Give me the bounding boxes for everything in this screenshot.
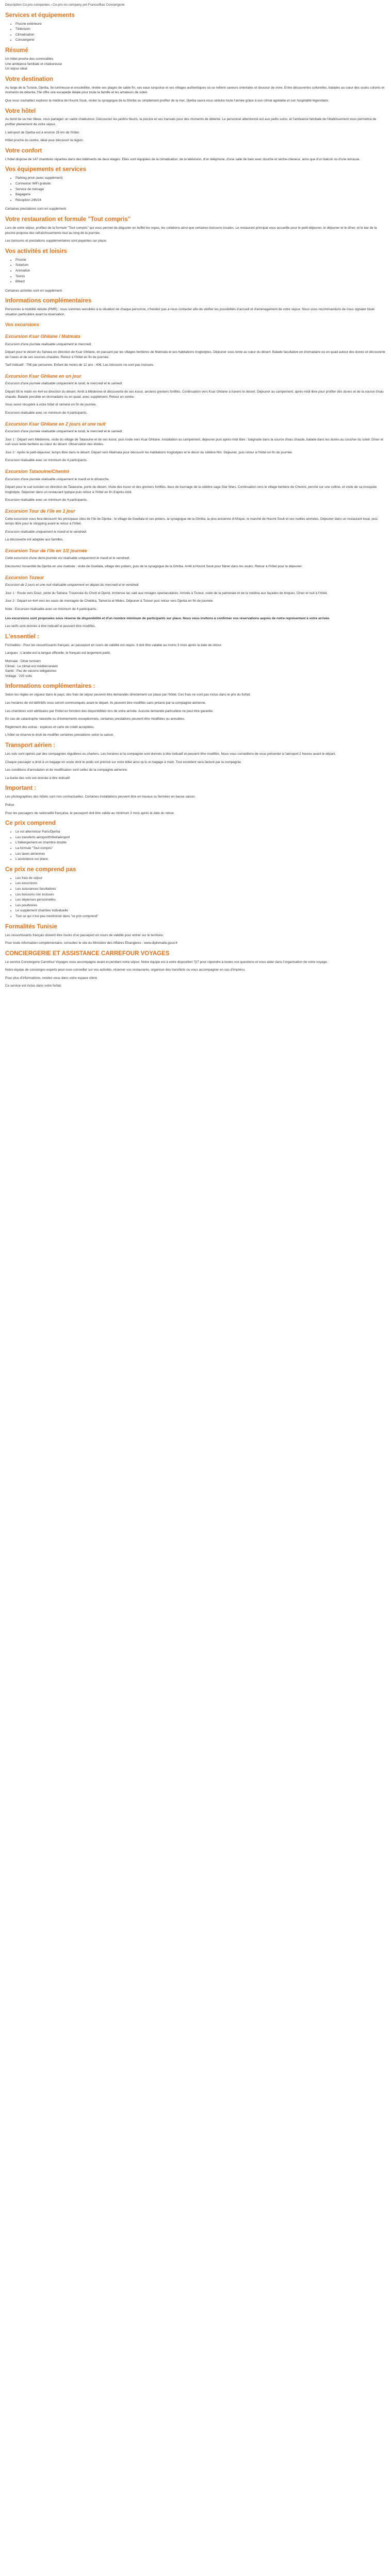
non-compris-section [5,866,386,919]
conciergerie-title: CONCIERGERIE ET ASSISTANCE CARREFOUR VOYAGES [5,950,170,957]
paragraph: Personnes à mobilité réduite (PMR) : nous sommes sensibles à la situation de chaque personne, n'hésitez pas à nous contacter afin de vérifier les possibilités d'accueil et d'aménagement de votre séjour. Nous vous recommandons de nous signaler toute situation particulière avant la réservation. [5,308,374,316]
excursion-1 [5,333,386,368]
infos2-section [5,683,386,738]
list-item: • Piscine extérieure [15,22,386,27]
paragraph: Pour plus d'informations, rendez-vous dans votre espace client. [5,976,98,980]
resume-line: Un hôtel proche des commodités [5,57,54,61]
excursion-title: Excursion Ksar Ghilane en un jour [5,373,82,379]
compris-section [5,820,386,862]
excursion-title: Excursion Tour de l'île en 1 jour [5,509,75,514]
list-item: • Animation [15,268,386,274]
paragraph: Pour les passagers de nationalité française, le passeport doit être valide au minimum 3 mois après la date du retour. [5,811,175,815]
excursion-note: Excursion d'une journée réalisable uniquement le mercredi. [5,342,92,346]
excursion-title: Excursion Tataouine/Chenini [5,469,69,474]
paragraph: Les excursions sont proposées sous réserve de disponibilité et d'un nombre minimum de participants sur place. Nous vous invitons à confirmer vos réservations auprès de notre représentant à votre arrivée. [5,616,330,620]
resume-line: Une ambiance familiale et chaleureuse [5,62,62,66]
info-line: Voltage : 220 volts [5,674,32,678]
paragraph: Note : Excursion réalisable avec un minimum de 4 participants. [5,607,97,611]
paragraph: Découvrez l'essentiel de Djerba en une matinée : visite de Guellala, village des potiers, puis de la synagogue de la Ghriba. Arrêt à Houmt Souk pour flâner dans les souks. Retour à l'hôtel pour le déjeuner. [5,565,303,569]
paragraph: Lors de votre séjour, profitez de la formule "Tout compris" qui vous permet de déguster en buffet les repas, les collations ainsi que certaines boissons locales. Le restaurant principal vous accueille pour le petit-déjeuner, le déjeuner et le dîner, et le bar de la piscine propose des rafraîchissements tout au long de la journée. [5,226,377,235]
list-item: • Les pourboires [15,903,386,908]
note: Certaines prestations sont en supplément. [5,207,67,211]
paragraph: La découverte est adaptée aux familles. [5,538,63,542]
non-compris-title: Ce prix ne comprend pas [5,866,76,873]
essentiel-title: L'essentiel : [5,633,40,640]
paragraph: Au large de la Tunisie, Djerba, île lumineuse et ensoleillée, révèle ses plages de sable fin, ses eaux turquoise et ses villages authentiques où se mêlent saveurs orientales et douceur de vivre. Entre découvertes culturelles, balades au cœur des souks colorés et moments de détente, l'île offre une escapade idéale pour toute la famille et les amateurs de soleil. [5,86,384,95]
paragraph: Tarif indicatif : 75€ par personne. Enfant de moins de 12 ans : 40€. Les boissons ne sont pas incluses. [5,363,154,367]
note: Les boissons et prestations supplémentaires sont payantes sur place. [5,239,107,243]
list-item: • Tennis [15,274,386,279]
paragraph: Selon les règles en vigueur dans le pays, des frais de séjour peuvent être demandés directement sur place par l'hôtel. Ces frais ne sont pas inclus dans le prix du forfait. [5,693,251,697]
activites-list [5,258,386,284]
excursion-note: Excursion d'une journée réalisable uniquement le lundi, le mercredi et le samedi. [5,382,123,386]
formalites-title: Formalités Tunisie [5,923,57,930]
paragraph: Les ressortissants français doivent être munis d'un passeport en cours de validité pour entrer sur le territoire. [5,933,164,937]
paragraph: En cas de catastrophe naturelle ou d'événements exceptionnels, certaines prestations peuvent être modifiées ou annulées. [5,717,185,721]
list-item: • Les assurances facultatives [15,887,386,892]
excursion-note: Excursion d'une journée réalisable uniquement le lundi, le mercredi et le samedi. [5,430,123,434]
list-item: • L'assistance sur place [15,857,386,862]
excursion-4 [5,468,386,503]
list-item: • Réception 24h/24 [15,198,386,203]
equipements-title: Vos équipements et services [5,166,87,173]
list-item: • Les boissons non incluses [15,892,386,897]
compris-title: Ce prix comprend [5,820,56,827]
infos2-title: Informations complémentaires : [5,683,95,690]
info-line: Monnaie : Dinar tunisien [5,659,41,663]
list-item: • Service de ménage [15,187,386,192]
list-item: • L'hébergement en chambre double [15,840,386,845]
paragraph: Les tarifs sont donnés à titre indicatif et peuvent être modifiés. [5,624,96,629]
paragraph: Excursion réalisable avec un minimum de 4 participants. [5,459,88,463]
excursion-title: Excursion Ksar Ghilane / Matmata [5,334,80,340]
conciergerie-section [5,950,386,989]
hotel-title: Votre hôtel [5,108,36,114]
list-item: • Billard [15,279,386,284]
destination-title: Votre destination [5,76,54,82]
paragraph: Langues : L'arabe est la langue officielle, le français est largement parlé. [5,651,111,655]
excursion-2 [5,373,386,416]
page [0,0,391,1012]
excursion-note: Cette excursion d'une demi-journée est réalisable uniquement le mardi et le vendredi. [5,556,130,561]
paragraph: Jour 1 : Départ vers Médenine, visite du village de Tataouine et de ses ksour, puis route vers Ksar Ghilane. Installation au campement, déjeuner puis après-midi libre : baignade dans la source d'eau chaude, balade dans les dunes au coucher du soleil. Dîner et nuit sous tente berbère au cœur du désert. Observation des étoiles. [5,437,383,447]
list-item: • Connexion WiFi gratuite [15,181,386,187]
excursion-note: Excursion de 2 jours et une nuit réalisable uniquement en départ du mercredi et le vendredi. [5,583,140,587]
excursion-5 [5,508,386,543]
list-item: • Bagagerie [15,192,386,197]
paragraph: Les vols sont opérés par des compagnies régulières ou charters. Les horaires et la compagnie sont donnés à titre indicatif et peuvent être modifiés. Nous vous conseillons de vous présenter à l'aéroport 2 heures avant le départ. [5,752,336,756]
transport-section [5,742,386,781]
list-item: • Les taxes aériennes [15,852,386,857]
services-section [5,12,386,43]
list-item: • Les excursions [15,881,386,886]
restauration-title: Votre restauration et formule "Tout compris" [5,216,131,223]
paragraph: Cette excursion vous fera découvrir les principaux sites de l'île de Djerba : le village de Guellala et ses potiers, la synagogue de la Ghriba, la plus ancienne d'Afrique, le marché de Houmt Souk et ses ruelles animées. Déjeuner dans un restaurant local, puis temps libre pour le shopping avant le retour à l'hôtel. [5,517,378,526]
list-item: • Conciergerie [15,38,386,43]
paragraph: Ce service est inclus dans votre forfait. [5,984,62,988]
excursion-7 [5,574,386,612]
infos-title: Informations complémentaires [5,298,92,304]
list-item: • Parking privé (avec supplément) [15,176,386,181]
paragraph: Les photographies des hôtels sont non contractuelles. Certaines installations peuvent être en travaux ou fermées en basse saison. [5,795,196,799]
paragraph: Chaque passager a droit à un bagage en soute dont le poids est précisé sur votre billet ainsi qu'à un bagage à main. Tout excédent sera facturé par la compagnie. [5,760,242,764]
excursion-note: Excursion d'une journée réalisable uniquement le mardi et le dimanche. [5,477,110,481]
paragraph: Jour 2 : Après le petit-déjeuner, temps libre dans le désert. Départ vers Matmata pour découvrir les habitations troglodytes et le décor du célèbre film. Déjeuner, puis retour à l'hôtel en fin de journée. [5,450,293,454]
paragraph: Vous serez récupéré à votre hôtel et ramené en fin de journée. [5,403,97,407]
list-item: • Tout ce qui n'est pas mentionné dans "ce prix comprend" [15,914,386,919]
infos-section [5,297,386,328]
restauration-section [5,216,386,244]
activites-title: Vos activités et loisirs [5,248,67,255]
paragraph: Au bord de sa mer bleue, vous partagez un cadre chaleureux. Découvrez les jardins fleuris, la piscine et ses transats pour des moments de détente. Le personnel attentionné est aux petits soins, et l'ambiance familiale de l'établissement vous permettra de profiter pleinement de votre séjour. [5,117,377,127]
equipements-list [5,176,386,202]
paragraph: Jour 2 : Départ en 4x4 vers les oasis de montagne de Chebika, Tamerza et Mides. Déjeuner à Tozeur puis retour vers Djerba en fin de journée. [5,599,214,603]
confort-title: Votre confort [5,147,42,154]
excursions-info [5,616,386,629]
excursion-title: Excursion Tour de l'île en 1/2 journée [5,548,87,553]
paragraph: Que vous souhaitiez explorer la médina de Houmt Souk, visiter la synagogue de la Ghriba ou simplement profiter de la mer, Djerba saura vous séduire toute l'année grâce à son climat agréable et son hospitalité légendaire. [5,98,329,103]
paragraph: Hôtel proche du centre, idéal pour découvrir la région. [5,139,84,143]
list-item: • Solarium [15,263,386,268]
info-line: Climat : Le climat est méditerranéen [5,664,58,668]
paragraph: Formalités : Pour les ressortissants français, un passeport en cours de validité est requis. Il doit être valable au moins 3 mois après la date de retour. [5,643,222,647]
excursion-3 [5,421,386,464]
formalites-section [5,923,386,946]
resume-title: Résumé [5,47,28,54]
paragraph: Jour 1 : Route vers Douz, porte du Sahara. Traversée du Chott el Djerid, immense lac salé aux mirages spectaculaires. Arrivée à Tozeur, visite de la palmeraie et de la médina aux façades de briques. Dîner et nuit à l'hôtel. [5,591,328,595]
list-item: • La formule "Tout compris" [15,846,386,851]
list-item: • Les frais de séjour [15,876,386,881]
list-item: • Les transferts aéroport/hôtel/aéroport [15,835,386,840]
resume-section [5,47,386,72]
paragraph: Les conditions d'annulation et de modification sont celles de la compagnie aérienne. [5,768,128,772]
non-compris-list [5,876,386,919]
important-title: Important : [5,785,37,792]
paragraph: Départ pour le sud tunisien en direction de Tataouine, porte du désert. Visite des ksour et des greniers fortifiés, lieux de tournage de la célèbre saga Star Wars. Continuation vers le village berbère de Chenini, perché sur une colline, et visite de sa mosquée troglodyte. Déjeuner dans un restaurant typique puis retour à l'hôtel en fin d'après-midi. [5,485,377,494]
paragraph: Police [5,803,14,807]
paragraph: Excursion réalisable avec un minimum de 4 participants. [5,498,88,502]
list-item: • Le supplément chambre individuelle [15,908,386,913]
paragraph: Les horaires de vol définitifs vous seront communiqués avant le départ. Ils peuvent être modifiés sans préavis par la compagnie aérienne. [5,701,206,705]
compris-list [5,829,386,862]
confort-section [5,147,386,162]
destination-section [5,76,386,104]
excursion-title: Excursion Tozeur [5,574,44,580]
paragraph: La durée des vols est donnée à titre indicatif. [5,776,71,780]
equipements-section [5,166,386,212]
info-line: Santé : Pas de vaccins obligatoires [5,669,57,673]
breadcrumb: Description Co-pro-companies › Co-pro-rio company pot France/Bas Conciergerie [5,3,125,7]
transport-title: Transport aérien : [5,742,56,749]
list-item: • Piscine [15,258,386,263]
list-item: • Le vol aller/retour Paris/Djerba [15,829,386,835]
services-list [5,22,386,43]
important-section [5,785,386,816]
hotel-section [5,108,386,143]
note: Certaines activités sont en supplément. [5,289,63,293]
excursion-note: Excursion réalisable uniquement le mardi et le vendredi. [5,530,87,534]
list-item: • Télévision [15,27,386,32]
excursion-title: Excursion Ksar Ghilane en 2 jours et une nuit [5,421,106,427]
paragraph: Excursion réalisable avec un minimum de 4 participants. [5,411,88,415]
resume-line: Un séjour idéal [5,67,27,71]
list-item: • Les dépenses personnelles [15,897,386,903]
excursions-heading: Vos excursions [5,321,39,327]
bottom-spacer [5,992,386,1012]
paragraph: L'aéroport de Djerba est à environ 25 km de l'hôtel. [5,130,80,134]
paragraph: L'hôtel dispose de 147 chambres réparties dans des bâtiments de deux étages. Elles sont équipées de la climatisation, de la télévision, d'un téléphone, d'une salle de bain avec douche et sèche-cheveux, ainsi que d'un balcon ou d'une terrasse. [5,157,361,161]
paragraph: Le service Conciergerie Carrefour Voyages vous accompagne avant et pendant votre séjour. Notre équipe est à votre disposition 7j/7 pour répondre à toutes vos questions et vous aider dans l'organisation de votre voyage. [5,960,328,964]
paragraph: Départ pour le désert du Sahara en direction de Ksar Ghilane, en passant par les villages berbères de Matmata et ses habitations troglodytes. Déjeuner sous tente au cœur du désert. Balade facultative en dromadaire ou en quad autour des dunes et découverte de l'oasis et de ses sources chaudes. Retour à l'hôtel en fin de journée. [5,350,385,359]
paragraph: L'hôtel se réserve le droit de modifier certaines prestations selon la saison. [5,733,115,737]
paragraph: Pour toute information complémentaire, consultez le site du Ministère des Affaires Étrangères : www.diplomatie.gouv.fr [5,941,178,945]
activites-section [5,248,386,294]
list-item: • Climatisation [15,32,386,38]
excursion-6 [5,548,386,569]
services-title: Services et équipements [5,12,75,19]
paragraph: Les chambres sont attribuées par l'hôtel en fonction des disponibilités lors de votre arrivée. Aucune demande particulière ne peut être garantie. [5,709,214,713]
essentiel-section [5,633,386,679]
paragraph: Règlement des extras : espèces et carte de crédit acceptées. [5,725,95,729]
paragraph: Départ tôt le matin en 4x4 en direction du désert. Arrêt à Médenine et découverte de ses ksour, anciens greniers fortifiés. Continuation vers Ksar Ghilane à travers le désert. Déjeuner au campement, après-midi libre pour profiter des dunes et de la source d'eau chaude. Balade possible en dromadaire ou en quad, avec supplément. Retour en soirée. [5,390,384,399]
paragraph: Notre équipe de concierges experts peut vous conseiller sur vos activités, réserver vos restaurants, organiser des transferts ou vous accompagner en cas d'imprévu. [5,968,246,972]
